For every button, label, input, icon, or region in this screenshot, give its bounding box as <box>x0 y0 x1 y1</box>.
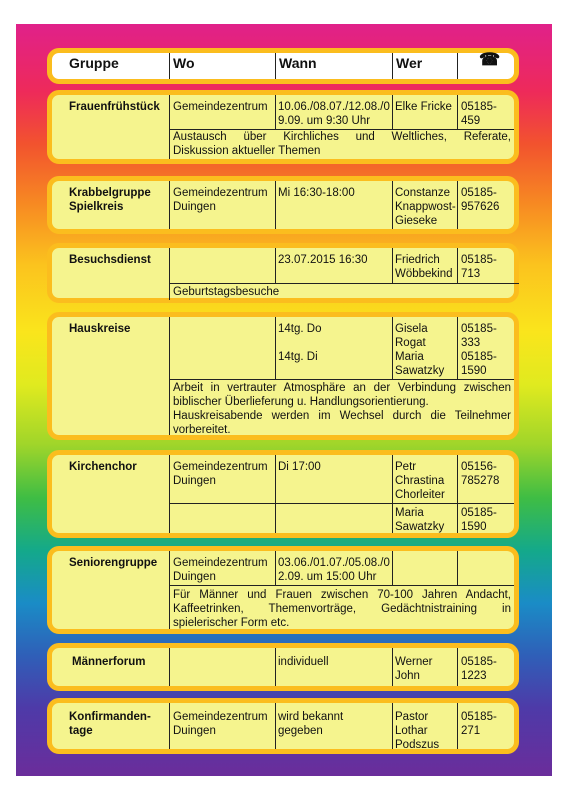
wer-line: Chrastina <box>395 475 445 487</box>
tel-line: 785278 <box>461 475 500 487</box>
wann-line: 23.07.2015 16:30 <box>278 254 368 266</box>
desc-line: Geburtstagsbesuche <box>173 286 280 298</box>
row-frauenfruehstueck <box>47 90 519 164</box>
wann-line: 9.09. um 9:30 Uhr <box>278 115 371 127</box>
desc-line: vorbereitet. <box>173 424 231 436</box>
wer-line: Lothar <box>395 725 428 737</box>
tel-line: 05185- <box>461 711 497 723</box>
tel-line: 957626 <box>461 201 500 213</box>
desc-line: spielerischer Form etc. <box>173 617 290 629</box>
wer-line: Gieseke <box>395 215 438 227</box>
tel-line: 713 <box>461 268 481 280</box>
wer-line: Knappwost- <box>395 201 456 213</box>
wer-line: Constanze <box>395 187 450 199</box>
wer-line: Chorleiter <box>395 489 445 501</box>
gruppe-label: Kirchenchor <box>69 461 137 473</box>
gruppe-label: Krabbelgruppe <box>69 187 151 199</box>
wann-line: gegeben <box>278 725 323 737</box>
row-krabbelgruppe <box>47 176 519 234</box>
desc-line: Austausch über Kirchliches und Weltliches, Referate, <box>173 131 511 143</box>
wo-line: Gemeindezentrum <box>173 461 268 473</box>
gruppe-label: tage <box>69 725 93 737</box>
tel-line: 1590 <box>461 521 487 533</box>
wann-line: 14tg. Do <box>278 323 322 335</box>
row-hauskreise <box>47 312 519 440</box>
wer-line: Friedrich <box>395 254 440 266</box>
wo-line: Gemeindezentrum <box>173 187 268 199</box>
row-seniorengruppe <box>47 546 519 634</box>
wann-line: 2.09. um 15:00 Uhr <box>278 571 377 583</box>
table-header <box>47 48 519 84</box>
gruppe-label: Männerforum <box>72 656 146 668</box>
wer-line: Podszus <box>395 739 440 751</box>
gruppe-label: Konfirmanden- <box>69 711 151 723</box>
wo-line: Duingen <box>173 201 216 213</box>
wer-line: Sawatzky <box>395 365 445 377</box>
tel-line: 05185- <box>461 351 497 363</box>
row-besuchsdienst <box>47 243 519 303</box>
desc-line: Kaffeetrinken, Themenvorträge, Gedächtnistraining in <box>173 603 511 615</box>
wer-line: Gisela <box>395 323 428 335</box>
tel-line: 05185- <box>461 323 497 335</box>
tel-line: 459 <box>461 115 481 127</box>
wer-line: Werner <box>395 656 433 668</box>
desc-line: Diskussion aktueller Themen <box>173 145 321 157</box>
desc-line: biblischer Überlieferung u. Handlungsorientierung. <box>173 396 429 408</box>
tel-line: 05185- <box>461 656 497 668</box>
phone-icon: ☎ <box>479 50 501 69</box>
gruppe-label: Besuchsdienst <box>69 254 151 266</box>
wer-line: Wöbbekind <box>395 268 453 280</box>
wann-line: Mi 16:30-18:00 <box>278 187 355 199</box>
tel-line: 05185- <box>461 187 497 199</box>
wo-line: Gemeindezentrum <box>173 557 268 569</box>
wann-line: individuell <box>278 656 329 668</box>
gruppe-label: Spielkreis <box>69 201 124 213</box>
wo-line: Duingen <box>173 571 216 583</box>
header-wo: Wo <box>173 55 195 71</box>
wo-line: Gemeindezentrum <box>173 711 268 723</box>
wer-line: Elke Fricke <box>395 101 452 113</box>
tel-line: 05156- <box>461 461 497 473</box>
wer-line: Maria <box>395 351 424 363</box>
wann-line: 03.06./01.07./05.08./0 <box>278 557 390 569</box>
wer-line: Petr <box>395 461 417 473</box>
wann-line: wird bekannt <box>278 711 344 723</box>
desc-line: Für Männer und Frauen zwischen 70-100 Jahren Andacht, <box>173 589 511 601</box>
tel-line: 05185- <box>461 101 497 113</box>
wer-line: Rogat <box>395 337 426 349</box>
header-gruppe: Gruppe <box>69 55 119 71</box>
wann-line: 14tg. Di <box>278 351 318 363</box>
tel-line: 271 <box>461 725 481 737</box>
desc-line: Hauskreisabende werden im Wechsel durch die Teilnehmer <box>173 410 511 422</box>
tel-line: 05185- <box>461 507 497 519</box>
header-wann: Wann <box>279 55 317 71</box>
row-konfirmandentage <box>47 698 519 754</box>
wer-line: John <box>395 670 420 682</box>
gruppe-label: Hauskreise <box>69 323 131 335</box>
tel-line: 1223 <box>461 670 487 682</box>
tel-line: 05185- <box>461 254 497 266</box>
header-wer: Wer <box>396 55 423 71</box>
gruppe-label: Frauenfrühstück <box>69 101 160 113</box>
tel-line: 1590 <box>461 365 487 377</box>
desc-line: Arbeit in vertrauter Atmosphäre an der Verbindung zwischen <box>173 382 511 394</box>
wann-line: Di 17:00 <box>278 461 321 473</box>
gruppe-label: Seniorengruppe <box>69 557 158 569</box>
wo-line: Duingen <box>173 725 216 737</box>
row-maennerforum <box>47 643 519 691</box>
wo-line: Gemeindezentrum <box>173 101 268 113</box>
wann-line: 10.06./08.07./12.08./0 <box>278 101 390 113</box>
tel-line: 333 <box>461 337 481 349</box>
wo-line: Duingen <box>173 475 216 487</box>
wer-line: Pastor <box>395 711 429 723</box>
row-kirchenchor <box>47 450 519 538</box>
wer-line: Sawatzky <box>395 521 445 533</box>
wer-line: Maria <box>395 507 424 519</box>
